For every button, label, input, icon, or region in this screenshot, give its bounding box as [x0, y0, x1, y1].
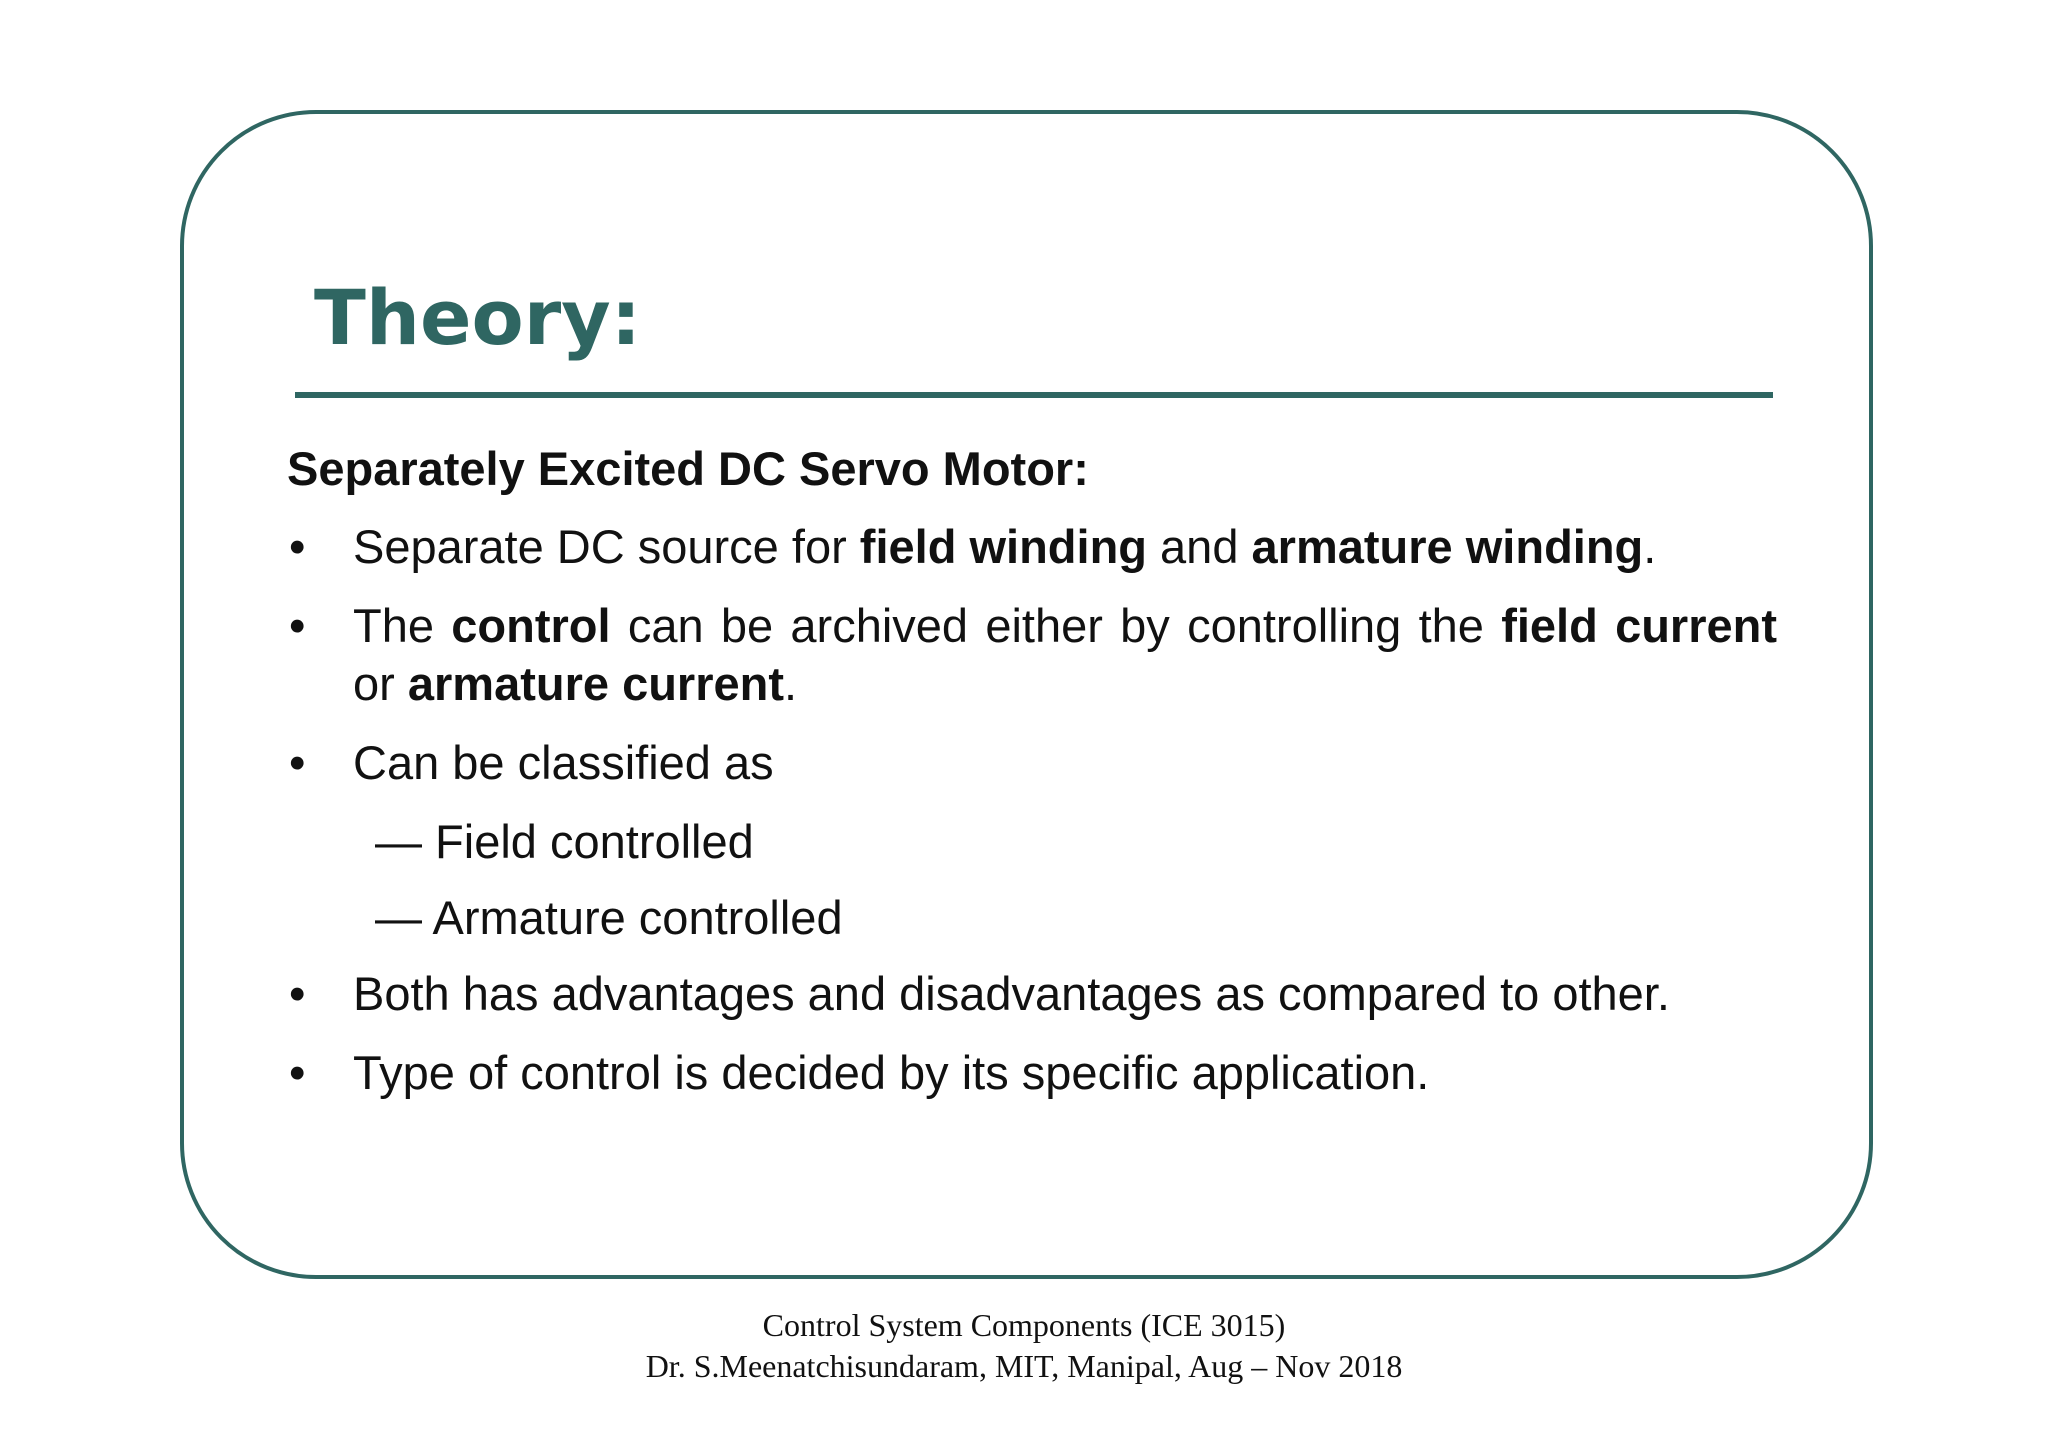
footer — [0, 1305, 2048, 1387]
bold-term: field winding — [859, 520, 1147, 573]
bold-term: armature winding — [1251, 520, 1644, 573]
bullet-text: can be archived either by controlling the — [610, 599, 1502, 652]
bullet-text: The — [353, 599, 452, 652]
footer-course: Control System Components (ICE 3015) — [762, 1307, 1286, 1343]
subheading: Separately Excited DC Servo Motor: — [287, 442, 1089, 495]
bullet-separate-source — [287, 518, 1777, 576]
sub-item-field-controlled: — Field controlled — [375, 815, 754, 868]
bullet-text: or — [353, 657, 408, 710]
footer-author: Dr. S.Meenatchisundaram, MIT, Manipal, Aug – Nov 2018 — [645, 1348, 1403, 1384]
title-underline — [295, 392, 1773, 398]
sub-item-armature-controlled: — Armature controlled — [375, 891, 843, 944]
bold-term: armature current — [407, 657, 784, 710]
bullet-application: • Type of control is decided by its specific application. — [287, 1044, 1777, 1102]
bullet-classification: • Can be classified as — [287, 734, 1777, 792]
bold-term: field current — [1501, 599, 1778, 652]
bullet-text: . — [784, 657, 798, 710]
bullet-text: Separate DC source for — [353, 520, 860, 573]
bold-term: control — [451, 599, 611, 652]
slide-content — [287, 440, 1777, 1123]
bullet-text: . — [1643, 520, 1657, 573]
bullet-text: and — [1146, 520, 1252, 573]
bullet-advantages: • Both has advantages and disadvantages as compared to other. — [287, 965, 1777, 1023]
bullet-control-method — [287, 597, 1777, 713]
slide-title: Theory: — [314, 273, 642, 362]
